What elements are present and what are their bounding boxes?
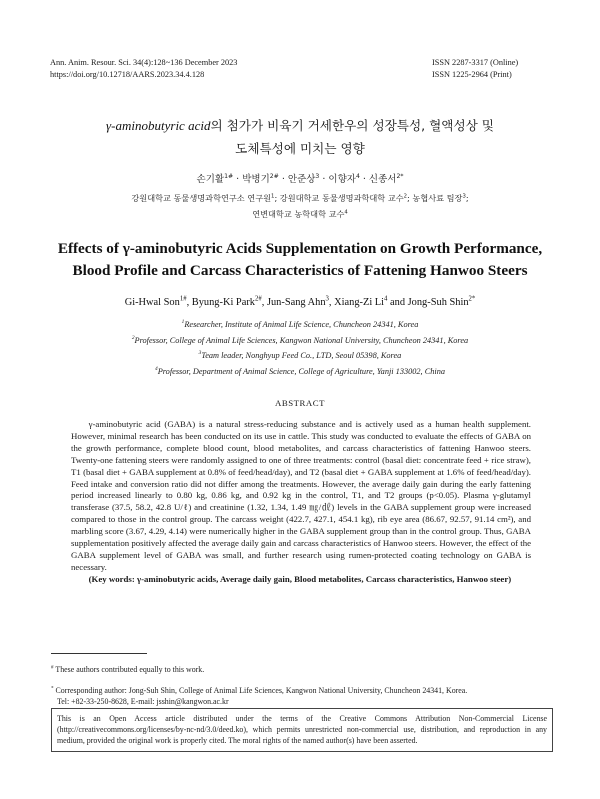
footnote-contact: Tel: +82-33-250-8628, E-mail: jsshin@kangwon.ac.kr — [57, 697, 229, 706]
author-separator: · — [359, 174, 369, 185]
english-affiliations — [30, 317, 570, 379]
english-authors — [30, 297, 570, 308]
korean-authors — [40, 171, 560, 185]
abstract-heading: ABSTRACT — [275, 398, 325, 408]
english-affiliation-sup: 3 — [198, 350, 202, 357]
korean-title-gaba: γ-aminobutyric acid — [106, 118, 211, 133]
journal-citation — [50, 57, 237, 81]
english-affiliation — [30, 348, 570, 364]
korean-affil-2-sup: 2 — [403, 193, 408, 200]
author-separator: · — [233, 174, 243, 185]
footnote-corr-text: Corresponding author: Jong-Suh Shin, College of Animal Life Sciences, Kangwon National University, Chuncheon 24341, Korea. — [55, 685, 468, 695]
korean-affil-3: ; 농협사료 팀장 — [407, 193, 463, 203]
english-affiliation-sup: 4 — [155, 365, 158, 372]
korean-author-sup: 3 — [315, 172, 320, 180]
english-author-name: Xiang-Zi Li — [334, 297, 385, 308]
english-author-sup: 2* — [468, 295, 476, 303]
korean-author-name: 손기활 — [196, 174, 225, 185]
korean-affil-3-sup: 3 — [462, 193, 466, 200]
english-author-name: Gi-Hwal Son — [124, 297, 180, 308]
korean-author-sup: 1# — [224, 172, 234, 180]
korean-affil-4: 연변대학교 농학대학 교수 — [252, 208, 345, 219]
abstract-body: γ-aminobutyric acid (GABA) is a natural stress-reducing substance and is actively used as a human health supplement. However, minimal research has been conducted on its use in cattle. This study was conducted to evaluate the effects of GABA on the growth performance, complete blood count, blood metabolites, and carcass characteristics of fattening Hanwoo steers. Twenty-one fattening steers were randomly assigned to one of three treatments: control (basal diet: concentrate feed + rice straw), T1 (basal diet + GABA supplement at 0.8% of feed/head/day), and T2 (basal diet + GABA supplement at 1.6% of feed/head/day). Feed intake and conversion ratio did not differ among the treatments. However, the average daily gain during the early fattening period increased linearly to 0.80 kg, 0.86 kg, and 0.92 kg in the control, T1, and T2 groups (p<0.05). Plasma γ-glutamyl transferase (37.5, 58.2, 42.8 U/ℓ) and creatinine (1.32, 1.34, 1.49 ㎎/㎗) levels in the GABA supplement group were increased compared to those in the control group. The carcass weight (422.7, 427.1, 454.1 kg), rib eye area (86.67, 92.57, 91.14 cm²), and marbling score (3.67, 4.29, 4.14) were numerically higher in the GABA supplement group than in the control group. Thus, GABA supplementation positively affected the average daily gain and carcass characteristics of Hanwoo steers. However, the effect of the GABA supplement level of GABA was small, and further research using rumen-protected coating technology on GABA is necessary. — [71, 419, 531, 572]
english-author-sup: 1# — [179, 295, 187, 303]
abstract — [71, 419, 531, 586]
footnote-corresponding — [51, 685, 551, 697]
english-title — [20, 238, 580, 282]
english-affiliation-text: Researcher, Institute of Animal Life Science, Chuncheon 24341, Korea — [184, 320, 419, 329]
author-separator: and — [387, 297, 408, 308]
keywords: (Key words: γ-aminobutyric acids, Average daily gain, Blood metabolites, Carcass characteristics, Hanwoo steer) — [88, 573, 512, 584]
english-affiliation — [30, 333, 570, 349]
korean-author-name: 안준상 — [287, 174, 316, 185]
english-title-line-2: Blood Profile and Carcass Characteristics of Fattening Hanwoo Steers — [72, 262, 528, 279]
english-title-line-1: Effects of γ-aminobutyric Acids Supplementation on Growth Performance, — [57, 240, 543, 257]
author-separator: · — [278, 174, 288, 185]
korean-title-line-2: 도체특성에 미치는 영향 — [235, 141, 365, 156]
author-separator: · — [319, 174, 329, 185]
author-separator: , — [186, 297, 192, 308]
footnote-divider — [51, 653, 147, 654]
korean-affil-1-sup: 1 — [271, 193, 275, 200]
korean-affil-4-sup: 4 — [344, 208, 348, 215]
korean-title — [40, 114, 560, 160]
author-separator: , — [328, 297, 335, 308]
english-affiliation — [30, 364, 570, 380]
english-affiliation-text: Team leader, Nonghyup Feed Co., LTD, Seoul 05398, Korea — [201, 351, 402, 360]
footnote-equal-sup: # — [51, 664, 54, 671]
english-author-sup: 4 — [384, 295, 388, 303]
english-affiliation-text: Professor, College of Animal Life Sciences, Kangwon National University, Chuncheon 24341, Korea — [134, 335, 469, 345]
doi-link[interactable]: https://doi.org/10.12718/AARS.2023.34.4.128 — [50, 70, 205, 79]
korean-affil-1: 강원대학교 동물생명과학연구소 연구원 — [131, 193, 272, 203]
korean-author-name: 박병기 — [242, 174, 270, 185]
english-author-name: Jun-Sang Ahn — [266, 297, 326, 308]
author-separator: , — [261, 297, 267, 308]
korean-author-sup: 2# — [269, 172, 279, 180]
english-author-name: Byung-Ki Park — [191, 297, 255, 308]
footnotes — [51, 664, 551, 708]
footnote-equal-text: These authors contributed equally to this work. — [55, 665, 205, 674]
issn-print: ISSN 1225-2964 (Print) — [432, 70, 512, 79]
korean-affil-sep: ; — [465, 193, 469, 203]
korean-affil-2: ; 강원대학교 동물생명과학대학 교수 — [274, 193, 404, 203]
footnote-equal-contribution — [51, 664, 551, 676]
korean-author-sup: 2* — [396, 172, 404, 180]
english-affiliation-sup: 2 — [131, 334, 135, 341]
license-box: This is an Open Access article distributed under the terms of the Creative Commons Attribution Non-Commercial License (http://creativecommons.org/licenses/by-nc-nd/3.0/deed.ko), which permits unrestricted non-commercial use, distribution, and reproduction in any medium, provided the original work is properly cited. The moral rights of the named author(s) have been asserted. — [51, 708, 553, 752]
korean-author-sup: 4 — [355, 172, 360, 180]
korean-affiliations — [30, 191, 570, 222]
korean-title-rest: 의 첨가가 비육기 거세한우의 성장특성, 혈액성상 및 — [210, 118, 494, 133]
korean-author-name: 신종서 — [368, 174, 397, 185]
footnote-corr-sup: * — [51, 684, 54, 691]
english-author-sup: 2# — [254, 295, 262, 303]
english-author-name: Jong-Suh Shin — [407, 297, 469, 308]
issn-block — [432, 57, 518, 81]
english-affiliation-text: Professor, Department of Animal Science, College of Agriculture, Yanji 133002, China — [157, 366, 445, 376]
issn-online: ISSN 2287-3317 (Online) — [432, 58, 519, 67]
english-affiliation — [30, 317, 570, 333]
korean-author-name: 이향자 — [328, 174, 356, 185]
journal-line: Ann. Anim. Resour. Sci. 34(4):128~136 December 2023 — [50, 58, 238, 67]
english-author-sup: 3 — [325, 295, 329, 303]
english-affiliation-sup: 1 — [181, 319, 185, 326]
